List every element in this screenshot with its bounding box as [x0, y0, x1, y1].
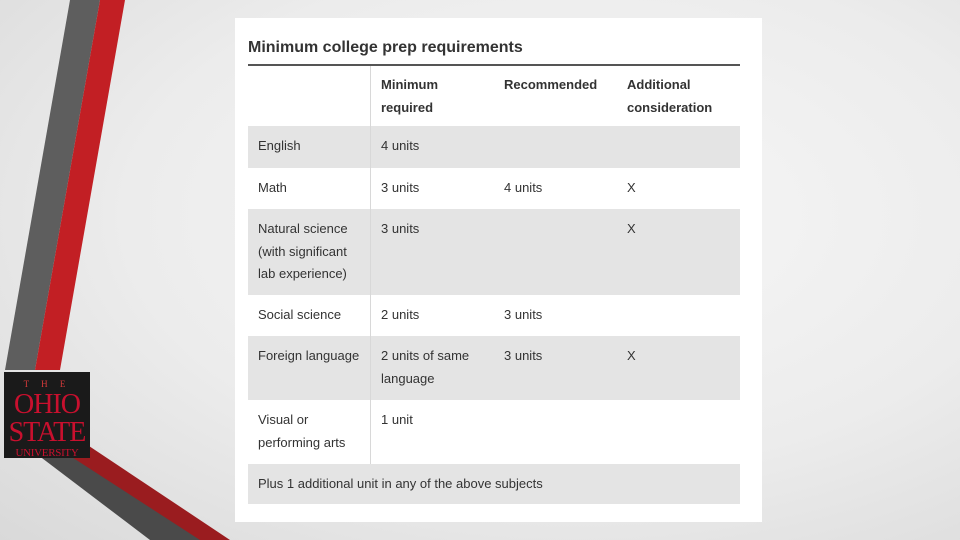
header-minimum: Minimum required — [381, 77, 439, 115]
logo-text-ohio: OHIO — [14, 389, 80, 420]
row-subject: Visual or performing arts — [248, 400, 371, 464]
row-additional — [617, 295, 740, 336]
table-row — [248, 336, 740, 400]
requirements-panel — [235, 18, 762, 522]
footer-row — [248, 464, 740, 504]
header-subject — [248, 66, 371, 126]
row-recommended — [494, 400, 617, 464]
logo-text-university: UNIVERSITY — [15, 447, 79, 459]
row-additional — [617, 400, 740, 464]
row-minimum: 2 units of same language — [371, 336, 495, 400]
table-title: Minimum college prep requirements — [248, 39, 523, 56]
row-subject: English — [248, 126, 371, 168]
requirements-table — [248, 66, 740, 504]
header-additional: Additional consideration — [627, 77, 713, 115]
row-minimum: 1 unit — [381, 412, 413, 427]
row-recommended: 4 units — [504, 180, 543, 195]
row-recommended — [494, 209, 617, 295]
logo-text-the: T H E — [23, 379, 71, 389]
table-row — [248, 209, 740, 295]
ohio-state-logo — [4, 372, 90, 458]
row-additional: X — [627, 180, 636, 195]
row-additional: X — [617, 336, 740, 400]
row-recommended: 3 units — [494, 336, 617, 400]
header-recommended: Recommended — [504, 77, 598, 92]
table-row — [248, 126, 740, 168]
row-subject: Natural science (with significant lab experience) — [248, 209, 371, 295]
table-row — [248, 295, 740, 336]
row-minimum: 3 units — [381, 180, 420, 195]
table-row — [248, 400, 740, 464]
row-recommended: 3 units — [504, 307, 543, 322]
row-recommended — [494, 126, 617, 168]
row-additional: X — [617, 209, 740, 295]
row-additional — [617, 126, 740, 168]
row-subject: Foreign language — [248, 336, 371, 400]
row-minimum: 4 units — [371, 126, 495, 168]
row-minimum: 3 units — [371, 209, 495, 295]
row-subject: Social science — [248, 295, 371, 336]
row-minimum: 2 units — [381, 307, 420, 322]
footer-note: Plus 1 additional unit in any of the above subjects — [248, 464, 740, 504]
row-subject: Math — [248, 168, 371, 209]
logo-text-state: STATE — [8, 417, 86, 448]
header-row — [248, 66, 740, 126]
table-row — [248, 168, 740, 209]
